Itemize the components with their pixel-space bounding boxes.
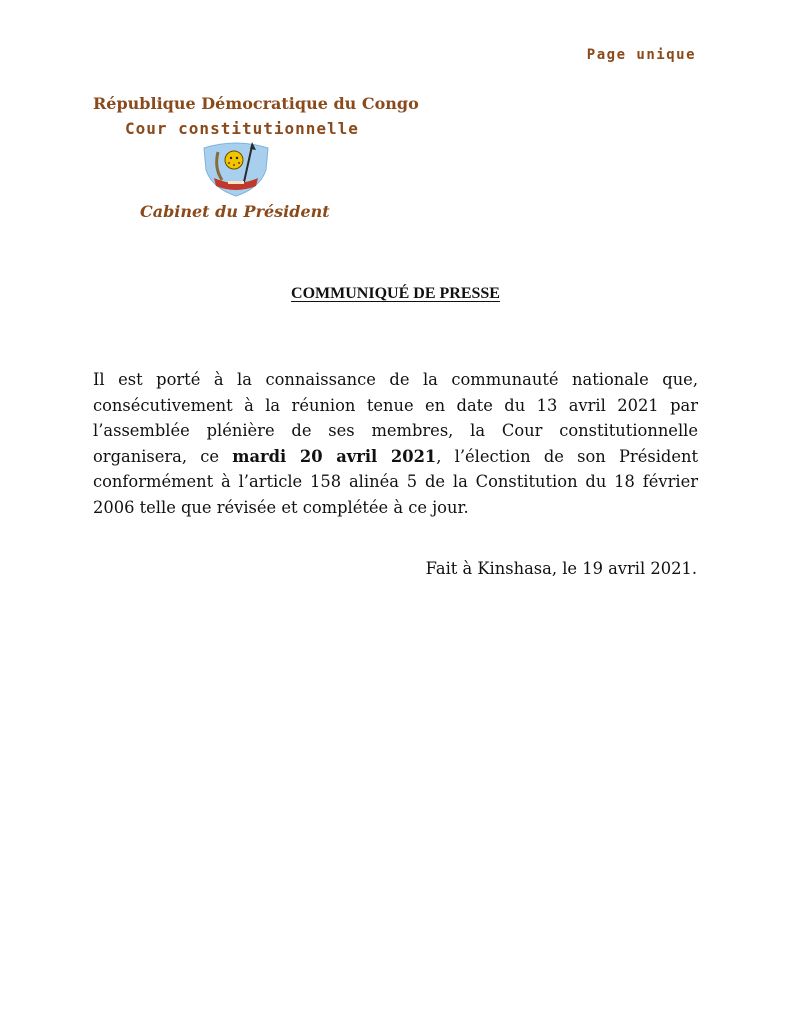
- header-cabinet: Cabinet du Président: [140, 202, 330, 221]
- header-country: République Démocratique du Congo: [93, 94, 419, 113]
- body-paragraph: [93, 367, 698, 520]
- body-text-part2: , l’élection de son Président conformément à l’article 158 alinéa 5 de la Constitution du 18 février 2006 telle que révisée et complétée à ce jour.: [93, 446, 699, 517]
- document-title: COMMUNIQUÉ DE PRESSE: [291, 285, 500, 302]
- drc-coat-of-arms-icon: [200, 140, 272, 198]
- document-title-wrapper: [0, 285, 791, 303]
- page-label: Page unique: [586, 47, 696, 63]
- body-text-part1: Il est porté à la connaissance de la communauté nationale que, consécutivement à la réunion tenue en date du 13 avril 2021 par l’assemblée plénière de ses membres, la Cour constitutionnelle organisera, ce: [93, 370, 698, 466]
- header-court: Cour constitutionnelle: [125, 119, 359, 138]
- signoff: Fait à Kinshasa, le 19 avril 2021.: [425, 559, 697, 578]
- body-date-highlight: mardi 20 avril 2021: [232, 446, 437, 466]
